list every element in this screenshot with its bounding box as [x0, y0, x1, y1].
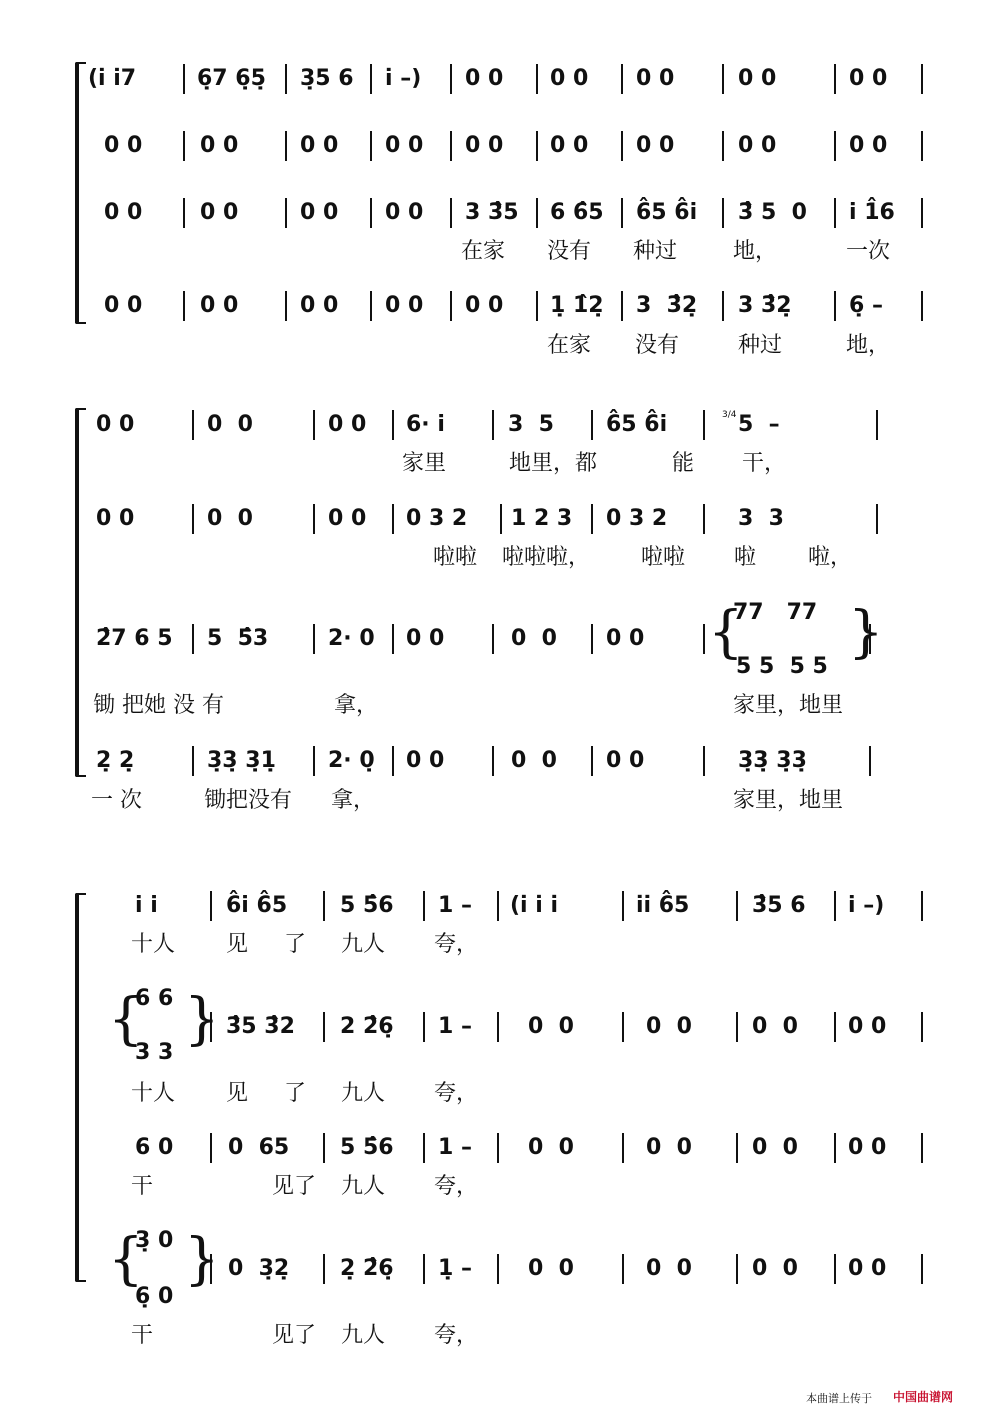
barline	[736, 1254, 738, 1284]
barline	[591, 746, 593, 776]
lyric: 拿，	[334, 693, 379, 718]
lyric: 了	[284, 932, 307, 957]
measure: 0 0	[550, 133, 589, 158]
barline	[423, 1254, 425, 1284]
measure: 0 0	[738, 66, 777, 91]
measure: 0 0	[752, 1135, 798, 1160]
measure: 3̣5 6	[300, 66, 354, 91]
lyric: 种过	[633, 239, 678, 264]
barline	[192, 410, 194, 440]
measure: 3̣3̣ 3̣3̣	[738, 748, 807, 773]
measure: 0 0	[96, 506, 135, 531]
lyric: 在家	[547, 333, 592, 358]
barline	[703, 504, 705, 534]
lyric: 夸，	[434, 1174, 479, 1199]
measure: 0 0	[300, 200, 339, 225]
lyric: 九人	[341, 1174, 386, 1199]
measure: 6̣ –	[849, 293, 883, 318]
measure: 1 –	[438, 893, 472, 918]
barline	[722, 64, 724, 94]
barline	[183, 131, 185, 161]
barline	[621, 64, 623, 94]
measure: 0 0	[385, 200, 424, 225]
site-logo[interactable]: 中国曲谱网	[893, 1390, 954, 1404]
barline	[876, 410, 878, 440]
lyric: 没有	[635, 333, 680, 358]
measure: 0 0	[646, 1256, 692, 1281]
measure: 0 0	[646, 1014, 692, 1039]
measure: 0 0	[104, 200, 143, 225]
chord-upper: 3̣ 0	[135, 1228, 174, 1253]
barline	[622, 1254, 624, 1284]
barline	[921, 131, 923, 161]
barline	[722, 131, 724, 161]
barline	[210, 1133, 212, 1163]
barline	[500, 504, 502, 534]
chord-brace-left: {	[708, 600, 744, 665]
measure: 3 3̂5	[465, 200, 519, 225]
lyric: 锄 把她 没 有	[93, 693, 224, 718]
barline	[703, 410, 705, 440]
lyric: 了	[284, 1081, 307, 1106]
lyric: 地，	[846, 333, 891, 358]
lyric: 见	[226, 932, 249, 957]
lyric: 一次	[846, 239, 891, 264]
measure: 1̣ –	[438, 1256, 472, 1281]
chord-upper: 77 77	[733, 600, 818, 625]
lyric: 干，	[742, 451, 787, 476]
measure: 6̂5 6̂i	[636, 200, 698, 225]
measure: i̇i̇ 6̂5	[636, 893, 690, 918]
barline	[285, 198, 287, 228]
measure: 5 5̂3	[207, 626, 269, 651]
lyric: 九人	[341, 1081, 386, 1106]
measure: i –)	[848, 893, 885, 918]
measure: 0 0	[200, 200, 239, 225]
barline	[834, 131, 836, 161]
barline	[370, 131, 372, 161]
footer-text: 本曲谱上传于	[806, 1392, 872, 1405]
measure: 2̂7 6 5	[96, 626, 173, 651]
lyric: 夸，	[434, 932, 479, 957]
lyric: 夸，	[434, 1323, 479, 1348]
measure: 0 0	[606, 748, 645, 773]
measure: 3̂5 6	[752, 893, 806, 918]
chord-upper: 6 6	[135, 986, 174, 1011]
lyric: 见	[226, 1081, 249, 1106]
barline	[423, 1012, 425, 1042]
barline	[392, 624, 394, 654]
lyric: 干	[131, 1174, 154, 1199]
barline	[210, 891, 212, 921]
barline	[323, 1133, 325, 1163]
barline	[183, 291, 185, 321]
barline	[722, 291, 724, 321]
measure: 0 0	[385, 133, 424, 158]
barline	[736, 1133, 738, 1163]
system-1-bracket	[75, 62, 86, 324]
measure: 0 0	[606, 626, 645, 651]
measure: 0 3̣2̣	[228, 1256, 290, 1281]
barline	[392, 746, 394, 776]
measure: 3 3̂2̣	[636, 293, 698, 318]
barline	[834, 198, 836, 228]
barline	[285, 291, 287, 321]
barline	[921, 64, 923, 94]
measure: (i̇ i̇7	[88, 66, 137, 91]
barline	[323, 1254, 325, 1284]
lyric: 干	[131, 1323, 154, 1348]
barline	[921, 891, 923, 921]
measure: 3̂5 3̂2	[226, 1014, 295, 1039]
barline	[370, 291, 372, 321]
barline	[869, 746, 871, 776]
measure: 0 0	[207, 412, 253, 437]
lyric: 十人	[131, 932, 176, 957]
barline	[323, 1012, 325, 1042]
measure: 0 0	[511, 748, 557, 773]
measure: 2̣ 2̣	[96, 748, 135, 773]
measure: 0 0	[465, 66, 504, 91]
measure: 0 0	[406, 626, 445, 651]
measure: 6 6̂5	[550, 200, 604, 225]
chord-brace-left: {	[108, 987, 144, 1052]
barline	[370, 198, 372, 228]
barline	[834, 1012, 836, 1042]
barline	[285, 131, 287, 161]
barline	[323, 891, 325, 921]
system-3-bracket	[75, 893, 86, 1282]
measure: 1 –	[438, 1135, 472, 1160]
barline	[834, 1254, 836, 1284]
barline	[497, 891, 499, 921]
measure: 2 2̂6̣	[340, 1014, 394, 1039]
lyric: 九人	[341, 932, 386, 957]
lyric: 见了	[272, 1174, 317, 1199]
tempo-mark: 3/4	[722, 410, 737, 420]
barline	[622, 1133, 624, 1163]
measure: 0 0	[96, 412, 135, 437]
measure: 6̂i 6̂5	[226, 893, 288, 918]
measure: i 1̂6	[849, 200, 895, 225]
measure: 0 0	[300, 293, 339, 318]
measure: 0 0	[752, 1256, 798, 1281]
measure: 0 0	[738, 133, 777, 158]
lyric: 啦，	[808, 545, 853, 570]
barline	[313, 410, 315, 440]
barline	[183, 198, 185, 228]
measure: i̇ –)	[385, 66, 422, 91]
measure: 0 0	[511, 626, 557, 651]
barline	[621, 198, 623, 228]
measure: 0 0	[200, 133, 239, 158]
barline	[370, 64, 372, 94]
measure: 5 5̂6	[340, 893, 394, 918]
system-2-bracket	[75, 408, 86, 777]
measure: 0 0	[207, 506, 253, 531]
measure: 6 0	[135, 1135, 174, 1160]
barline	[622, 1012, 624, 1042]
lyric: 在家	[461, 239, 506, 264]
barline	[591, 624, 593, 654]
barline	[921, 1133, 923, 1163]
measure: 0 0	[849, 133, 888, 158]
measure: 3 3	[738, 506, 784, 531]
barline	[536, 198, 538, 228]
measure: 6̂5 6̂i	[606, 412, 668, 437]
measure: 6̣7 6̣5̣	[197, 66, 266, 91]
measure: 2· 0̣	[328, 748, 375, 773]
barline	[492, 746, 494, 776]
barline	[423, 1133, 425, 1163]
measure: 0 0	[636, 133, 675, 158]
barline	[492, 410, 494, 440]
measure: 0 0	[848, 1256, 887, 1281]
barline	[192, 746, 194, 776]
measure: 0 0	[528, 1256, 574, 1281]
measure: 1 2 3	[511, 506, 573, 531]
barline	[621, 291, 623, 321]
barline	[497, 1254, 499, 1284]
measure: 0 0	[646, 1135, 692, 1160]
measure: 2̣ 2̂6̣	[340, 1256, 394, 1281]
barline	[921, 291, 923, 321]
measure: 1 –	[438, 1014, 472, 1039]
barline	[536, 64, 538, 94]
barline	[497, 1133, 499, 1163]
lyric: 夸，	[434, 1081, 479, 1106]
lyric: 一 次	[91, 788, 142, 813]
measure: 0 3 2	[606, 506, 668, 531]
barline	[313, 624, 315, 654]
measure: 1̣ 1̂2̣	[550, 293, 604, 318]
chord-brace-right: }	[848, 600, 884, 665]
barline	[492, 624, 494, 654]
measure: i i	[135, 893, 158, 918]
measure: 0 0	[848, 1135, 887, 1160]
barline	[736, 1012, 738, 1042]
chord-lower: 6̣ 0	[135, 1284, 174, 1309]
barline	[703, 624, 705, 654]
lyric: 地，	[733, 239, 778, 264]
measure: 0 3 2	[406, 506, 468, 531]
measure: 0 0	[104, 293, 143, 318]
measure: 0 0	[636, 66, 675, 91]
lyric: 没有	[547, 239, 592, 264]
chord-brace-right: }	[184, 1227, 220, 1292]
lyric: 锄把没有	[204, 788, 293, 813]
barline	[392, 410, 394, 440]
measure: 0 0	[300, 133, 339, 158]
lyric: 能	[672, 451, 695, 476]
measure: 3̣3̣ 3̣1̣	[207, 748, 276, 773]
barline	[834, 291, 836, 321]
barline	[622, 891, 624, 921]
measure: 0 0	[550, 66, 589, 91]
lyric: 家里，地里	[733, 788, 844, 813]
lyric: 九人	[341, 1323, 386, 1348]
barline	[921, 1012, 923, 1042]
lyric: 啦啦	[433, 545, 478, 570]
barline	[834, 891, 836, 921]
barline	[313, 504, 315, 534]
chord-brace-right: }	[184, 987, 220, 1052]
barline	[192, 504, 194, 534]
barline	[536, 291, 538, 321]
measure: 3 3̂2̣	[738, 293, 792, 318]
barline	[921, 1254, 923, 1284]
barline	[591, 410, 593, 440]
lyric: 啦	[734, 545, 757, 570]
barline	[450, 131, 452, 161]
barline	[621, 131, 623, 161]
measure: 0 65	[228, 1135, 290, 1160]
lyric: 见了	[272, 1323, 317, 1348]
measure: 0 0	[752, 1014, 798, 1039]
measure: 0 0	[406, 748, 445, 773]
barline	[192, 624, 194, 654]
measure: 0 0	[465, 133, 504, 158]
measure: 0 0	[328, 412, 367, 437]
lyric: 啦啦啦，	[502, 545, 591, 570]
measure: (i̇ i̇ i̇	[510, 893, 558, 918]
barline	[703, 746, 705, 776]
measure: 0 0	[528, 1014, 574, 1039]
chord-lower: 3 3	[135, 1040, 174, 1065]
barline	[736, 891, 738, 921]
barline	[183, 64, 185, 94]
chord-brace-left: {	[108, 1227, 144, 1292]
measure: 0 0	[328, 506, 367, 531]
barline	[834, 64, 836, 94]
lyric: 地里，都	[509, 451, 598, 476]
measure: 0 0	[848, 1014, 887, 1039]
barline	[423, 891, 425, 921]
measure: 0 0	[528, 1135, 574, 1160]
barline	[450, 291, 452, 321]
measure: 3 5	[508, 412, 554, 437]
barline	[876, 504, 878, 534]
measure: 0 0	[385, 293, 424, 318]
barline	[285, 64, 287, 94]
measure: 3̂ 5 0	[738, 200, 807, 225]
measure: 0 0	[849, 66, 888, 91]
measure: 0 0	[200, 293, 239, 318]
barline	[591, 504, 593, 534]
lyric: 十人	[131, 1081, 176, 1106]
measure: 6· i	[406, 412, 445, 437]
barline	[536, 131, 538, 161]
lyric: 家里，地里	[733, 693, 844, 718]
chord-lower: 5 5 5 5	[736, 654, 828, 679]
barline	[497, 1012, 499, 1042]
barline	[392, 504, 394, 534]
lyric: 啦啦	[641, 545, 686, 570]
lyric: 种过	[738, 333, 783, 358]
barline	[313, 746, 315, 776]
measure: 0 0	[465, 293, 504, 318]
barline	[921, 198, 923, 228]
lyric: 家里	[402, 451, 447, 476]
barline	[450, 64, 452, 94]
lyric: 拿，	[331, 788, 376, 813]
measure: 5 –	[738, 412, 780, 437]
barline	[834, 1133, 836, 1163]
measure: 0 0	[104, 133, 143, 158]
barline	[722, 198, 724, 228]
measure: 2· 0	[328, 626, 375, 651]
barline	[450, 198, 452, 228]
measure: 5 5̂6	[340, 1135, 394, 1160]
